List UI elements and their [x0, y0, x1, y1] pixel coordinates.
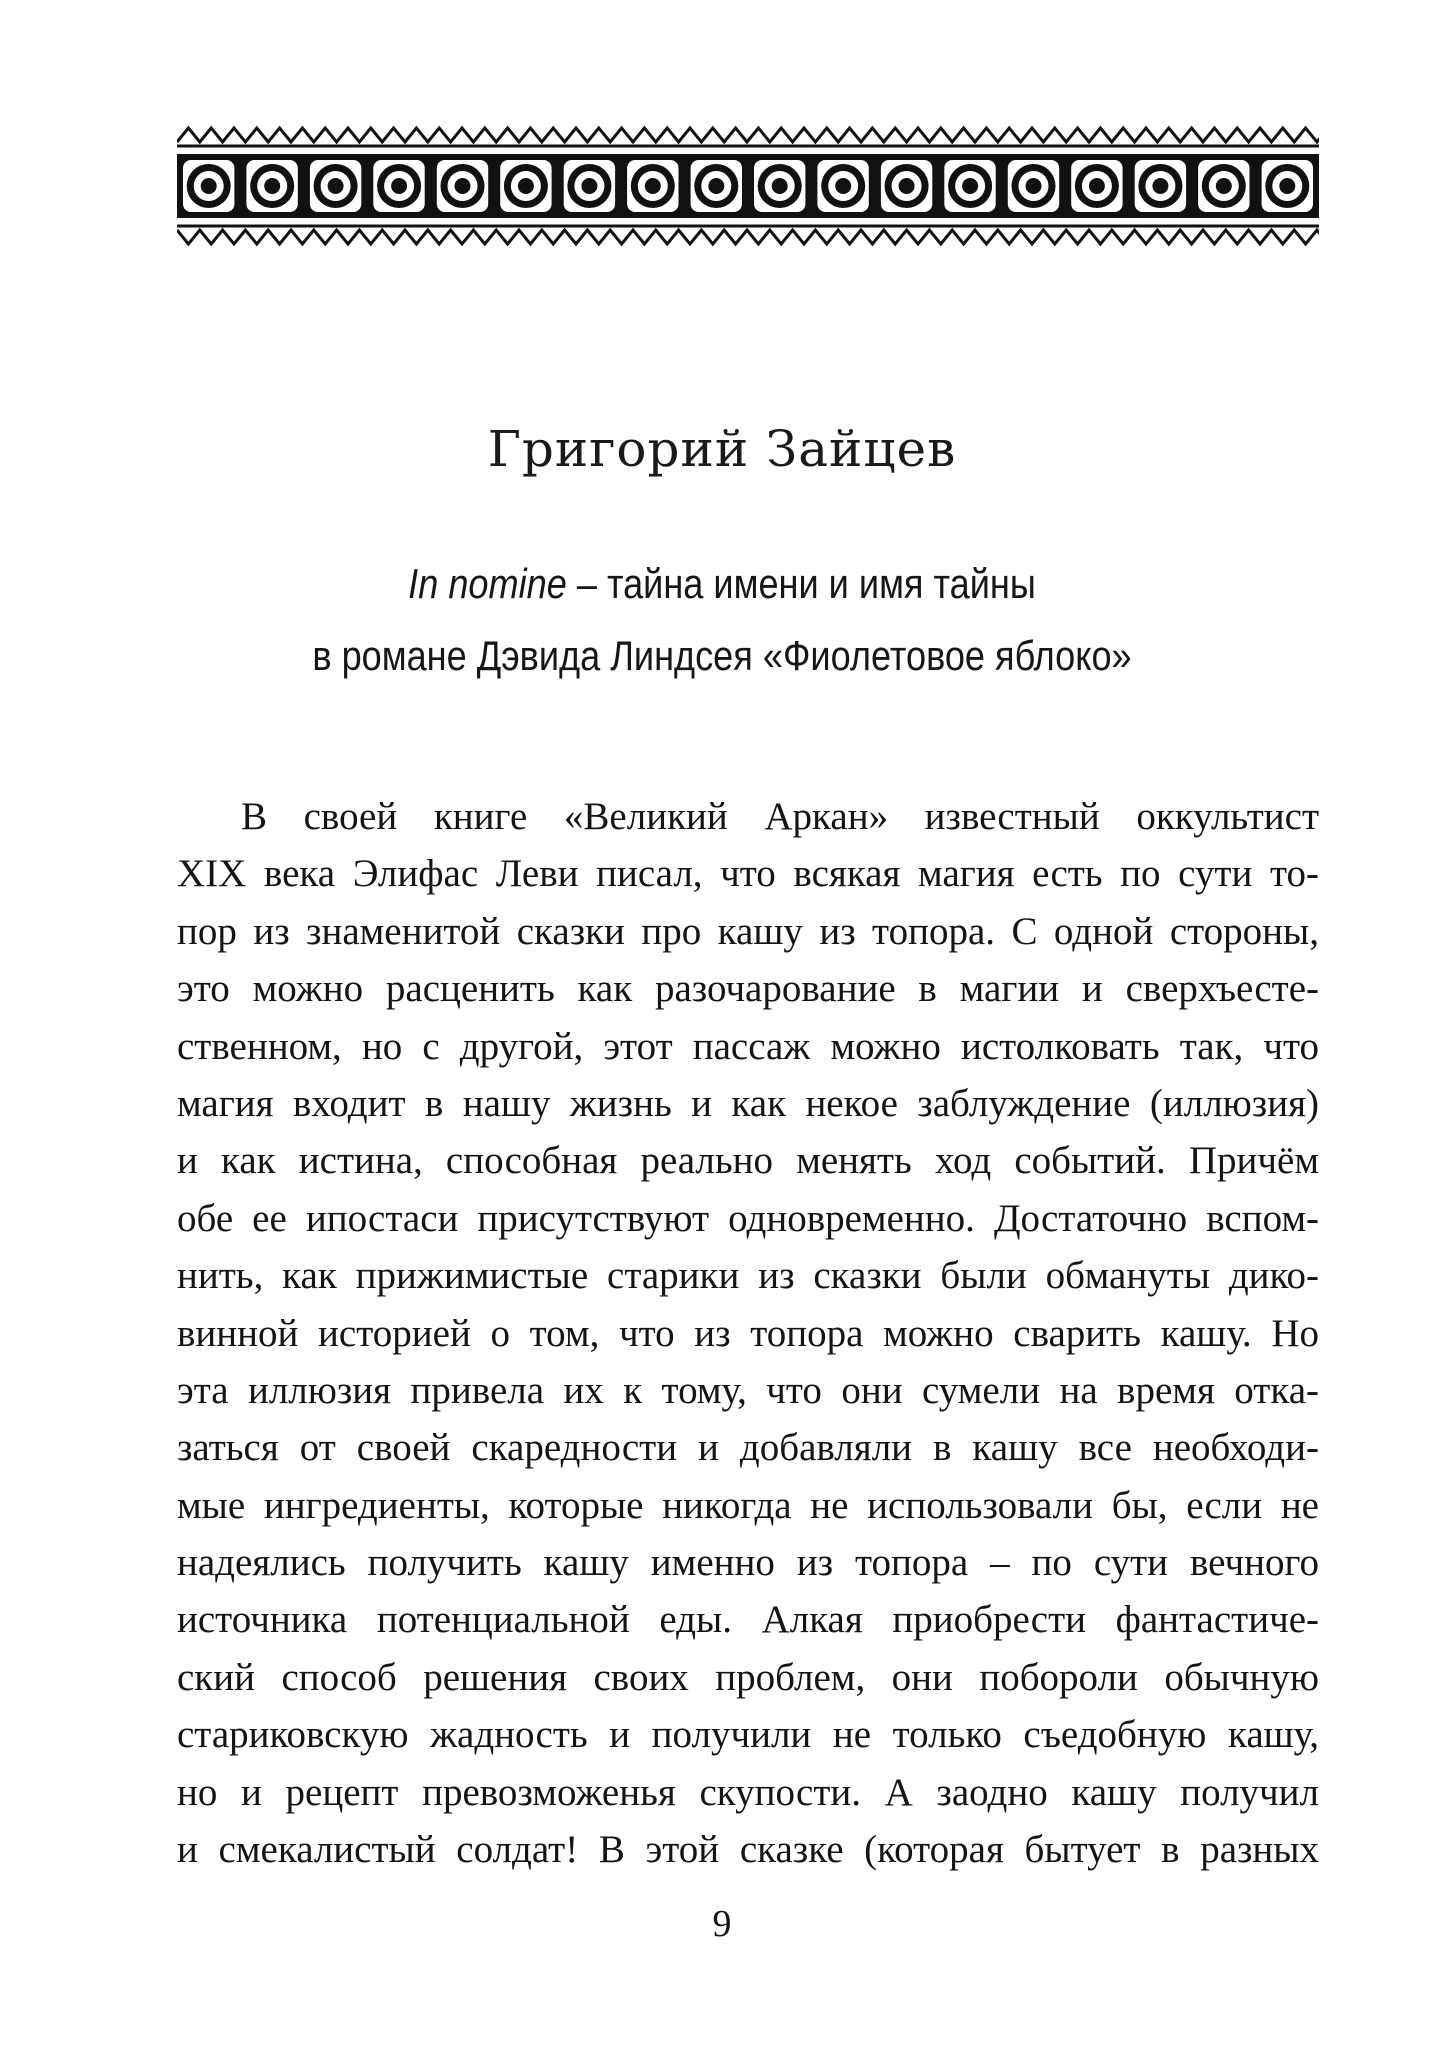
- title-rest: – тайна имени и имя тайны: [566, 560, 1036, 607]
- article-title: [101, 548, 1343, 692]
- page-number: 9: [712, 1903, 732, 1945]
- body-line: стариковскую жадность и получили не только съедобную кашу,: [177, 1713, 1319, 1757]
- body-line: В своей книге «Великий Аркан» известный оккультист: [241, 795, 1319, 838]
- title-line-2: в романе Дэвида Линдсея «Фиолетовое яблоко»: [312, 632, 1132, 679]
- body-line: пор из знаменитой сказки про кашу из топора. С одной стороны,: [177, 909, 1319, 953]
- body-line: магия входит в нашу жизнь и как некое заблуждение (иллюзия): [177, 1081, 1319, 1125]
- body-line: мые ингредиенты, которые никогда не использовали бы, если не: [177, 1483, 1319, 1527]
- body-line: ственном, но с другой, этот пассаж можно истолковать так, что: [177, 1024, 1319, 1068]
- body-line: но и рецепт превозможенья скупости. А заодно кашу получил: [177, 1770, 1319, 1814]
- body-line: XIX века Элифас Леви писал, что всякая магия есть по сути то-: [177, 852, 1319, 896]
- body-line: и как истина, способная реально менять ход событий. Причём: [177, 1139, 1319, 1183]
- body-line: винной историей о том, что из топора можно сварить кашу. Но: [177, 1311, 1319, 1355]
- title-italic: In nomine: [408, 560, 567, 607]
- title-line-1: [101, 548, 1343, 620]
- body-line: и смекалистый солдат! В этой сказке (которая бытует в разных: [177, 1828, 1319, 1872]
- body-line: ский способ решения своих проблем, они побороли обычную: [177, 1655, 1319, 1699]
- body-line: обе ее ипостаси присутствуют одновременно. Достаточно вспом-: [177, 1196, 1319, 1240]
- body-line: надеялись получить кашу именно из топора – по сути вечного: [177, 1541, 1319, 1585]
- body-line: это можно расценить как разочарование в магии и сверхъесте-: [177, 967, 1319, 1011]
- body-line: эта иллюзия привела их к тому, что они сумели на время отка-: [177, 1368, 1319, 1412]
- body-line: нить, как прижимистые старики из сказки были обмануты дико-: [177, 1254, 1319, 1298]
- body-line: источника потенциальной еды. Алкая приобрести фантастиче-: [177, 1598, 1319, 1642]
- body-text: [177, 788, 1319, 1878]
- decorative-ornament-band: [177, 124, 1319, 248]
- author-name: Григорий Зайцев: [487, 420, 957, 478]
- body-line: заться от своей скаредности и добавляли в кашу все необходи-: [177, 1426, 1319, 1470]
